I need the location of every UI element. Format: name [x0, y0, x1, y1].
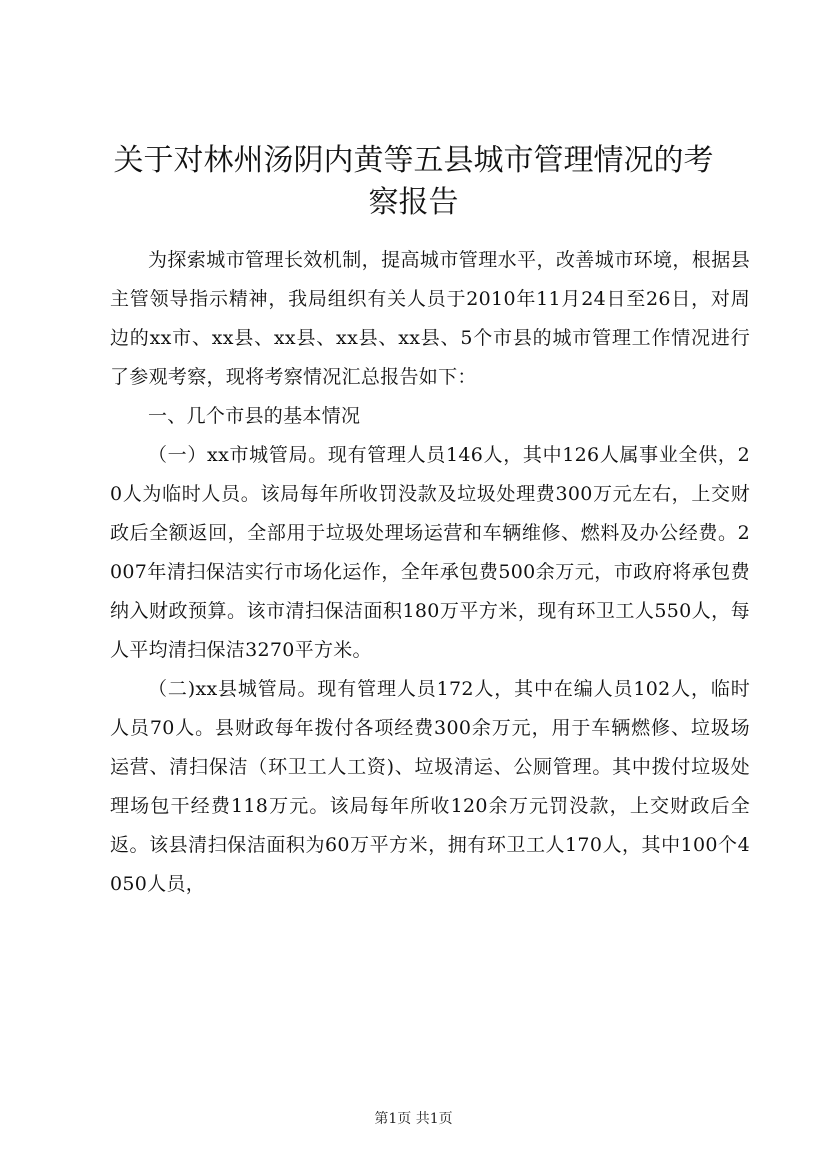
paragraph-intro: 为探索城市管理长效机制，提高城市管理水平，改善城市环境，根据县主管领导指示精神，我局组织有关人员于2010年11月24日至26日，对周边的xx市、xx县、xx县、xx县、xx县、5个市县的城市管理工作情况进行了参观考察，现将考察情况汇总报告如下：: [110, 249, 750, 388]
paragraph-city-bureau: （一）xx市城管局。现有管理人员146人，其中126人属事业全供，20人为临时人员。该局每年所收罚没款及垃圾处理费300万元左右，上交财政后全额返回，全部用于垃圾处理场运营和车辆维修、燃料及办公经费。2007年清扫保洁实行市场化运作，全年承包费500余万元，市政府将承包费纳入财政预算。该市清扫保洁面积180万平方米，现有环卫工人550人，每人平均清扫保洁3270平方米。: [110, 444, 750, 661]
document-title: 关于对林州汤阴内黄等五县城市管理情况的考察报告: [113, 143, 714, 220]
section-heading: 一、几个市县的基本情况: [148, 405, 361, 427]
document-body: [110, 241, 750, 904]
page-number-footer: 第1页 共1页: [374, 1111, 453, 1127]
paragraph-county-bureau: （二)xx县城管局。现有管理人员172人，其中在编人员102人，临时人员70人。县财政每年拨付各项经费300余万元，用于车辆燃修、垃圾场运营、清扫保洁（环卫工人工资)、垃圾清运、公厕管理。其中拨付垃圾处理场包干经费118万元。该局每年所收120余万元罚没款，上交财政后全返。该县清扫保洁面积为60万平方米，拥有环卫工人170人，其中100个4050人员，: [110, 678, 750, 895]
